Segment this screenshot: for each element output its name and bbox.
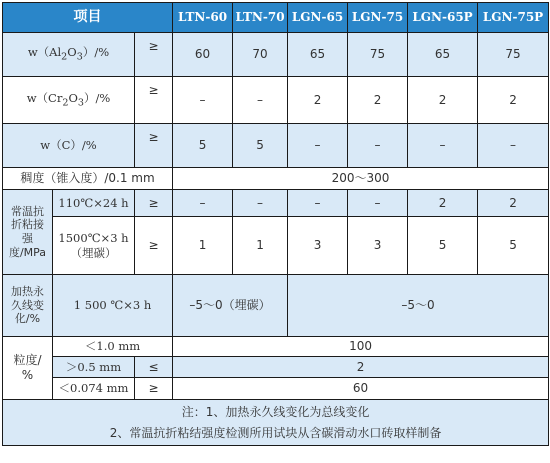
label-line: 化/% [14,312,41,326]
row-notes [3,400,549,446]
value-cell: – [348,190,408,217]
header-col: LTN-60 [173,3,233,33]
header-col: LGN-75 [348,3,408,33]
subscript: 3 [77,97,84,109]
value-cell: – [173,190,233,217]
label-line: % [21,368,34,382]
value-cell: 60 [173,378,549,400]
value-cell: 70 [233,33,288,77]
subscript: 3 [76,51,83,63]
value-cell: 2 [173,357,549,378]
label-part: w（Cr [26,90,63,105]
value-cell: – [288,124,348,168]
value-cell: 5 [478,217,549,275]
label-part: ）/% [83,90,111,105]
value-cell: 2 [408,190,478,217]
header-col: LGN-65P [408,3,478,33]
group-label-strength [3,190,53,275]
header-item: 项目 [3,3,173,33]
label-line: 度/MPa [8,245,47,259]
row-grain-1 [3,337,549,357]
value-cell: –5～0（埋碳） [173,275,288,337]
label-line: 常温抗 [11,204,44,218]
condition-cell: ＜0.074 mm [53,378,135,400]
label-line: 粒度/ [13,353,42,367]
value-cell: 1 [173,217,233,275]
condition-cell: ＞0.5 mm [53,357,135,378]
value-cell: – [478,124,549,168]
label-line: 加热永 [11,284,44,298]
row-al2o3 [3,33,549,77]
row-grain-3 [3,378,549,400]
condition-cell: 1 500 ℃×3 h [53,275,173,337]
value-cell: 100 [173,337,549,357]
value-cell: 65 [408,33,478,77]
label-part: ）/% [82,45,110,60]
row-consistency [3,168,549,190]
value-cell: 2 [478,77,549,124]
value-cell: – [233,190,288,217]
operator: ≥ [135,217,173,275]
group-label-pldc [3,275,53,337]
row-cr2o3 [3,77,549,124]
row-label-c: w（C）/% [3,124,135,168]
value-cell: 75 [478,33,549,77]
value-cell: – [288,190,348,217]
row-label-consistency: 稠度（锥入度）/0.1 mm [3,168,173,190]
value-cell: 60 [173,33,233,77]
value-cell: – [408,124,478,168]
label-line: 强 [22,232,33,245]
value-cell: 5 [233,124,288,168]
row-grain-2 [3,357,549,378]
row-label-cr2o3 [3,77,135,124]
subscript: 2 [61,51,68,63]
condition-cell: 110℃×24 h [53,190,135,217]
header-row [3,3,549,33]
subscript: 2 [62,97,69,109]
value-cell: 2 [408,77,478,124]
label-part: w（Al [27,45,62,60]
value-cell: 5 [173,124,233,168]
header-col: LGN-65 [288,3,348,33]
value-cell: 2 [288,77,348,124]
condition-line: （埋碳） [70,245,117,260]
label-part: O [68,90,78,105]
value-cell: 1 [233,217,288,275]
value-cell: –5～0 [288,275,549,337]
operator: ≥ [135,378,173,400]
operator: ≥ [135,190,173,217]
note-line: 注：1、加热永久线变化为总线变化 [181,404,370,419]
value-cell: 3 [348,217,408,275]
operator: ≥ [135,77,173,124]
value-cell: 3 [288,217,348,275]
row-strength-1500 [3,217,549,275]
row-label-al2o3 [3,33,135,77]
notes-cell [3,400,549,446]
value-cell: 75 [348,33,408,77]
header-col: LTN-70 [233,3,288,33]
value-cell: 5 [408,217,478,275]
value-cell: 2 [348,77,408,124]
condition-line: 1500℃×3 h [58,231,129,246]
label-line: 久线变 [11,298,44,312]
label-line: 折粘接 [11,218,44,232]
refractory-spec-table [2,2,549,446]
value-cell: – [348,124,408,168]
operator: ≥ [135,33,173,77]
label-part: O [67,45,77,60]
value-cell: 65 [288,33,348,77]
note-line: 2、常温抗折粘结强度检测所用试块从含碳滑动水口砖取样制备 [109,425,442,440]
group-label-grain [3,337,53,400]
value-cell: – [233,77,288,124]
value-cell: – [173,77,233,124]
operator: ≥ [135,124,173,168]
condition-cell: ＜1.0 mm [53,337,173,357]
operator: ≤ [135,357,173,378]
row-c [3,124,549,168]
row-strength-110 [3,190,549,217]
condition-cell [53,217,135,275]
header-col: LGN-75P [478,3,549,33]
value-cell: 2 [478,190,549,217]
row-pldc [3,275,549,337]
value-cell: 200～300 [173,168,549,190]
